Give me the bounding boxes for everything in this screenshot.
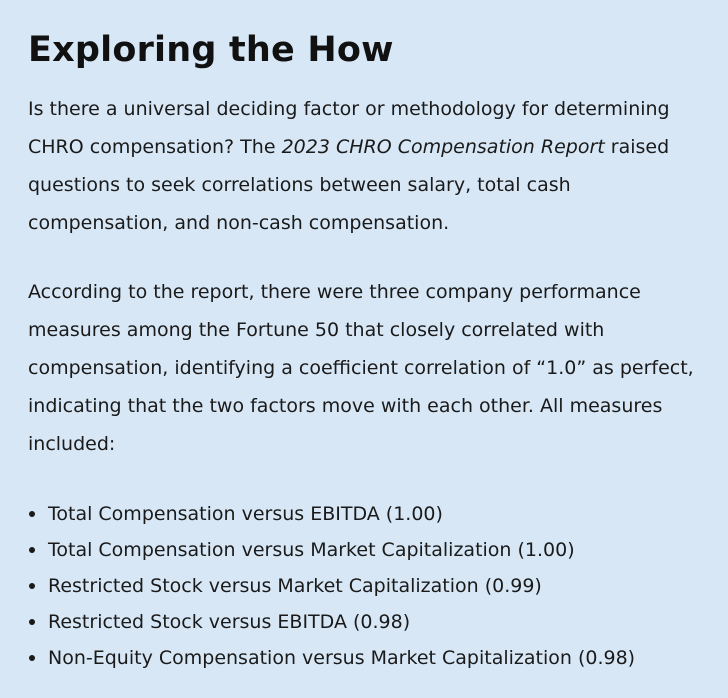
report-title: 2023 CHRO Compensation Report: [281, 136, 605, 158]
list-item-text: Total Compensation versus Market Capitalization (1.00): [48, 539, 575, 561]
section-title: Exploring the How: [28, 30, 394, 70]
list-item: [28, 532, 698, 568]
list-item-text: Total Compensation versus EBITDA (1.00): [48, 503, 443, 525]
intro-text-end: raised questions to seek correlations between salary, total cash compensation, and non-cash compensation.: [28, 136, 670, 234]
bullet-icon: [29, 619, 35, 625]
intro-text-start: Is there a universal deciding factor or methodology for determining CHRO compensation? The: [28, 98, 670, 158]
findings-paragraph: According to the report, there were three company performance measures among the Fortune 50 that closely correlated with compensation, identifying a coefficient correlation of “1.0” as perfect, indicating that the two factors move with each other. All measures included:: [28, 281, 694, 455]
intro-paragraph: [28, 90, 698, 242]
bullet-icon: [29, 583, 35, 589]
list-item-text: Non-Equity Compensation versus Market Capitalization (0.98): [48, 647, 636, 669]
bullet-icon: [29, 547, 35, 553]
measures-list: [28, 496, 698, 676]
list-item: [28, 604, 698, 640]
list-item: [28, 640, 698, 676]
list-item-text: Restricted Stock versus EBITDA (0.98): [48, 611, 411, 633]
bullet-icon: [29, 511, 35, 517]
list-item: [28, 496, 698, 532]
list-item-text: Restricted Stock versus Market Capitalization (0.99): [48, 575, 542, 597]
list-item: [28, 568, 698, 604]
bullet-icon: [29, 655, 35, 661]
